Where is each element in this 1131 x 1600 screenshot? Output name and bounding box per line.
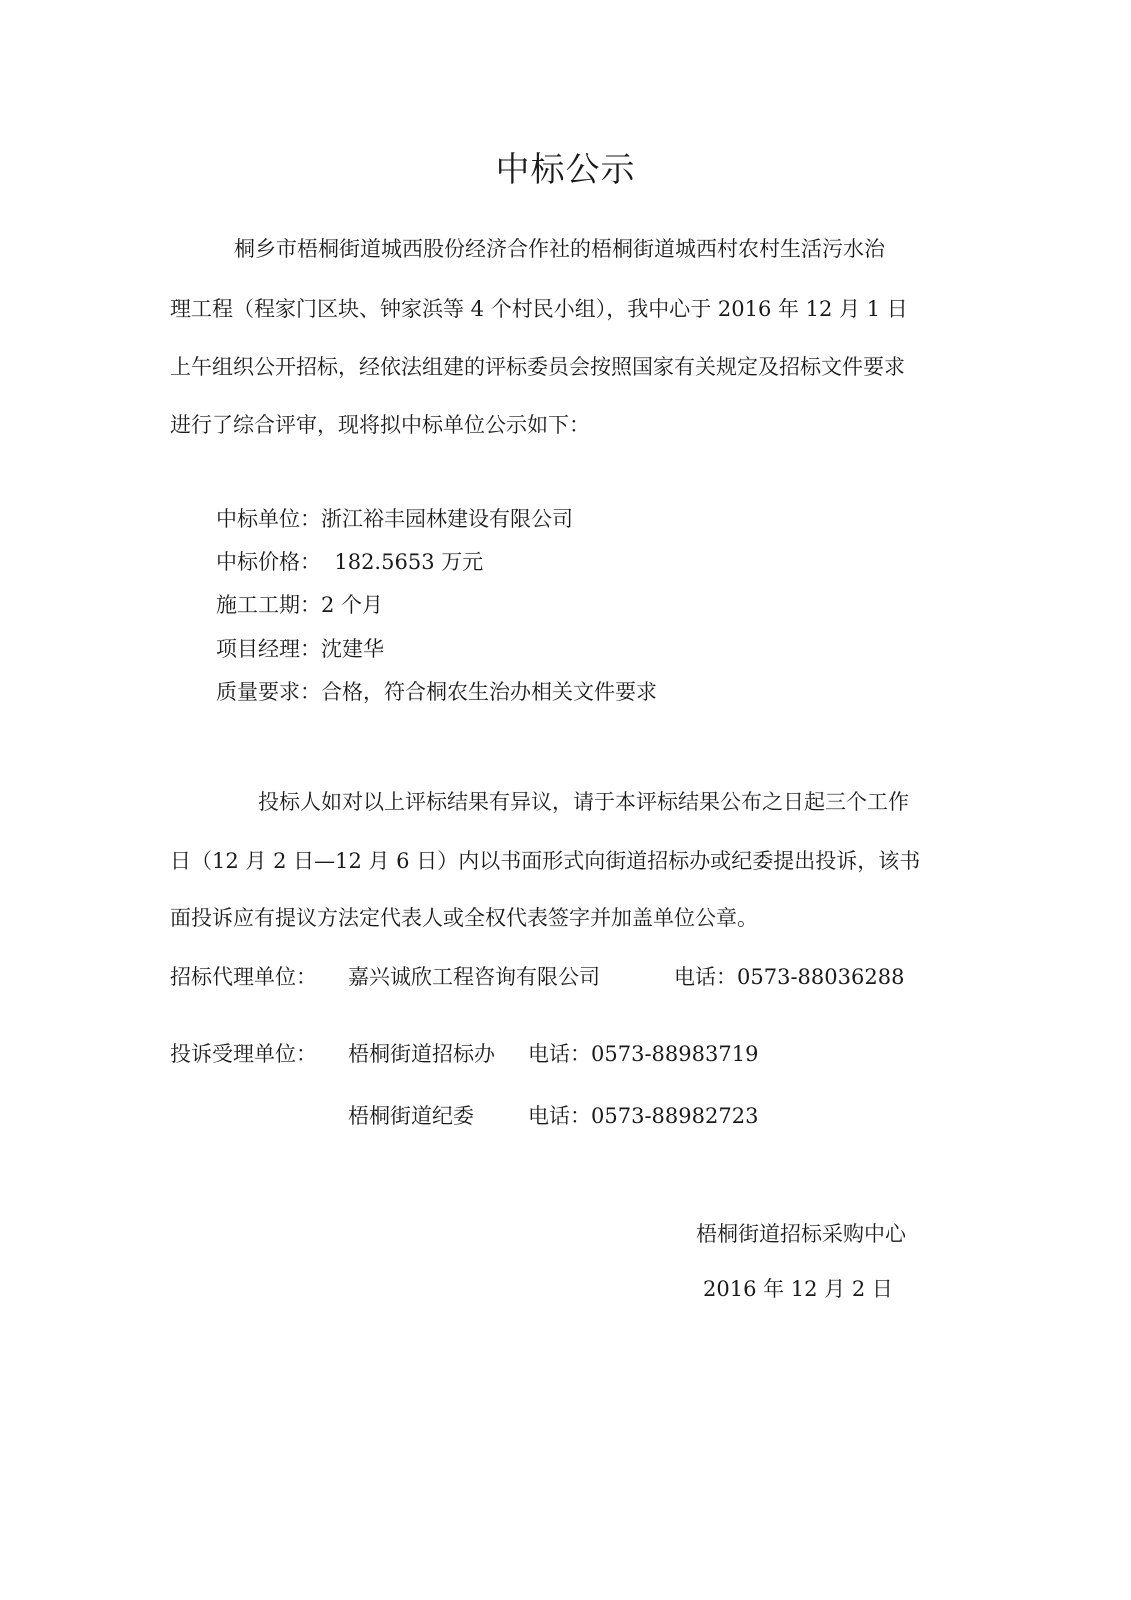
objection-line-3: 面投诉应有提议方法定代表人或全权代表签字并加盖单位公章。: [170, 906, 758, 930]
detail-label: 中标单位：: [216, 507, 321, 531]
detail-price: [216, 549, 483, 575]
complaint-unit-name: 梧桐街道招标办: [348, 1042, 495, 1066]
detail-winner: [216, 506, 573, 532]
objection-line-2: 日（12 月 2 日—12 月 6 日）内以书面形式向街道招标办或纪委提出投诉，该书: [170, 849, 921, 873]
detail-label: 中标价格：: [216, 550, 321, 574]
complaint-unit-phone: 电话：0573-88983719: [528, 1042, 759, 1066]
detail-value: 沈建华: [321, 637, 384, 661]
intro-line-3: 上午组织公开招标，经依法组建的评标委员会按照国家有关规定及招标文件要求: [170, 355, 905, 379]
signature-date: 2016 年 12 月 2 日: [703, 1277, 893, 1301]
agent-phone: 电话：0573-88036288: [674, 965, 905, 989]
agent-name: 嘉兴诚欣工程咨询有限公司: [348, 965, 600, 989]
signature-org: 梧桐街道招标采购中心: [696, 1222, 906, 1246]
complaint-unit-name: 梧桐街道纪委: [348, 1104, 474, 1128]
detail-label: 项目经理：: [216, 637, 321, 661]
detail-value: 2 个月: [321, 593, 384, 617]
intro-line-2: 理工程（程家门区块、钟家浜等 4 个村民小组），我中心于 2016 年 12 月 1 日: [170, 297, 908, 321]
detail-value: 182.5653 万元: [321, 550, 484, 574]
detail-duration: [216, 592, 383, 618]
intro-line-4: 进行了综合评审，现将拟中标单位公示如下：: [170, 413, 590, 437]
objection-line-1: 投标人如对以上评标结果有异议，请于本评标结果公布之日起三个工作: [258, 790, 909, 814]
complaint-unit-phone: 电话：0573-88982723: [528, 1104, 759, 1128]
complaint-label: 投诉受理单位：: [170, 1042, 317, 1066]
detail-quality: [216, 679, 657, 705]
detail-manager: [216, 636, 384, 662]
detail-value: 合格，符合桐农生治办相关文件要求: [321, 680, 657, 704]
page-title: 中标公示: [495, 150, 636, 190]
intro-line-1: 桐乡市梧桐街道城西股份经济合作社的梧桐街道城西村农村生活污水治: [234, 237, 885, 261]
detail-label: 质量要求：: [216, 680, 321, 704]
agent-label: 招标代理单位：: [170, 965, 317, 989]
detail-value: 浙江裕丰园林建设有限公司: [321, 507, 573, 531]
detail-label: 施工工期：: [216, 593, 321, 617]
